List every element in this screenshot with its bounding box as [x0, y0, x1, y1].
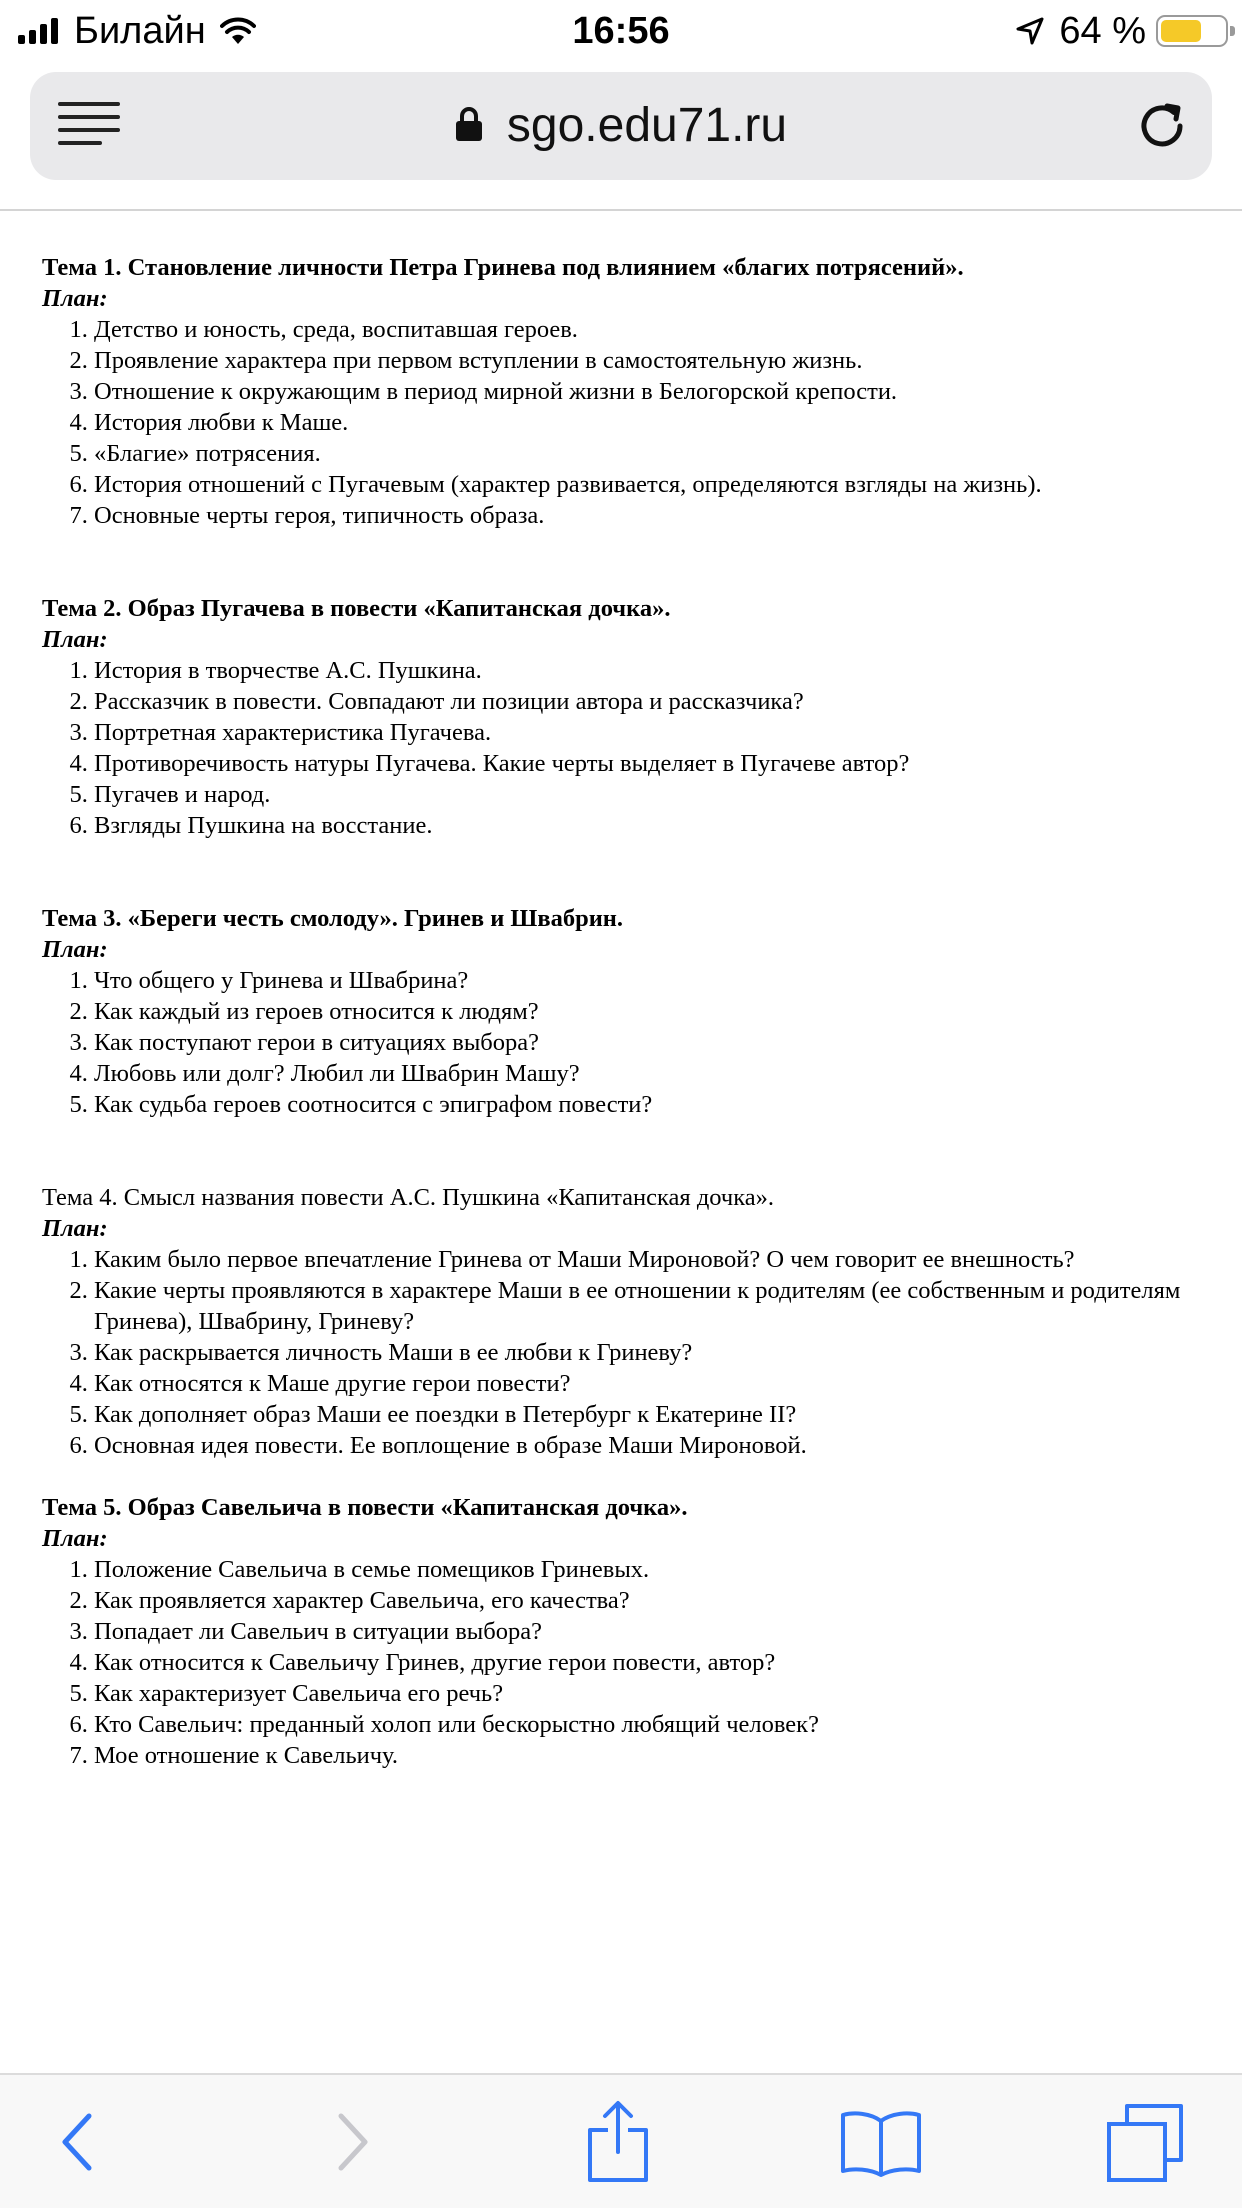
list-item: 1. Положение Савельича в семье помещиков Гриневых.: [94, 1554, 1222, 1585]
share-icon: [586, 2100, 650, 2184]
tabs-icon: [1105, 2102, 1185, 2182]
plan-label: План:: [42, 936, 108, 963]
list-item: 2. Как проявляется характер Савельича, его качества?: [94, 1585, 1222, 1616]
url-text: sgo.edu71.ru: [506, 99, 788, 152]
lock-icon: [455, 106, 483, 142]
topic-section: [42, 1182, 1222, 1461]
list-item: 4. Противоречивость натуры Пугачева. Какие черты выделяет в Пугачеве автор?: [94, 748, 1222, 779]
carrier-name: Билайн: [74, 9, 206, 52]
list-item: 2. Проявление характера при первом вступлении в самостоятельную жизнь.: [94, 345, 1222, 376]
divider: [0, 209, 1242, 211]
list-item: 4. Любовь или долг? Любил ли Швабрин Машу?: [94, 1058, 1222, 1089]
list-item: 4. История любви к Маше.: [94, 407, 1222, 438]
list-item: 7. Мое отношение к Савельичу.: [94, 1740, 1222, 1771]
forward-icon: [333, 2110, 373, 2174]
plan-list: [42, 655, 1222, 841]
list-item: 6. История отношений с Пугачевым (характер развивается, определяются взгляды на жизнь).: [94, 469, 1222, 500]
topic-title: Тема 5. Образ Савельича в повести «Капитанская дочка».: [42, 1494, 688, 1521]
list-item: 6. Основная идея повести. Ее воплощение в образе Маши Мироновой.: [94, 1430, 1222, 1461]
location-arrow-icon: [1015, 16, 1045, 46]
list-item: 1. Каким было первое впечатление Гринева от Маши Мироновой? О чем говорит ее внешность?: [94, 1244, 1222, 1275]
topic-title: Тема 3. «Береги честь смолоду». Гринев и Швабрин.: [42, 905, 624, 932]
plan-label: План:: [42, 285, 108, 312]
list-item: 3. Отношение к окружающим в период мирной жизни в Белогорской крепости.: [94, 376, 1222, 407]
back-icon: [57, 2110, 97, 2174]
list-item: 2. Рассказчик в повести. Совпадают ли позиции автора и рассказчика?: [94, 686, 1222, 717]
url-display[interactable]: [30, 72, 1212, 180]
battery-icon: [1156, 15, 1228, 47]
list-item: 2. Как каждый из героев относится к людям?: [94, 996, 1222, 1027]
tabs-button[interactable]: [1100, 2097, 1190, 2187]
status-bar: [0, 0, 1242, 62]
plan-label: План:: [42, 1215, 108, 1242]
list-item: 2. Какие черты проявляются в характере Маши в ее отношении к родителям (ее собственным и родителям Гринева), Швабрину, Гриневу?: [94, 1275, 1222, 1337]
list-item: 5. Как судьба героев соотносится с эпиграфом повести?: [94, 1089, 1222, 1120]
topic-section: [42, 252, 1222, 531]
list-item: 1. История в творчестве А.С. Пушкина.: [94, 655, 1222, 686]
list-item: 6. Кто Савельич: преданный холоп или бескорыстно любящий человек?: [94, 1709, 1222, 1740]
plan-list: [42, 965, 1222, 1120]
list-item: 1. Детство и юность, среда, воспитавшая героев.: [94, 314, 1222, 345]
document-content: [42, 252, 1222, 1771]
list-item: 3. Портретная характеристика Пугачева.: [94, 717, 1222, 748]
list-item: 5. Как характеризует Савельича его речь?: [94, 1678, 1222, 1709]
list-item: 3. Как раскрывается личность Маши в ее любви к Гриневу?: [94, 1337, 1222, 1368]
list-item: 5. «Благие» потрясения.: [94, 438, 1222, 469]
back-button[interactable]: [32, 2097, 122, 2187]
plan-list: [42, 1244, 1222, 1461]
topic-section: [42, 903, 1222, 1120]
plan-list: [42, 314, 1222, 531]
reload-icon[interactable]: [1136, 100, 1188, 152]
address-bar[interactable]: [30, 72, 1212, 180]
list-item: 3. Попадает ли Савельич в ситуации выбора?: [94, 1616, 1222, 1647]
forward-button[interactable]: [308, 2097, 398, 2187]
clock: 16:56: [572, 10, 670, 52]
list-item: 1. Что общего у Гринева и Швабрина?: [94, 965, 1222, 996]
list-item: 5. Пугачев и народ.: [94, 779, 1222, 810]
topic-title: Тема 1. Становление личности Петра Гринева под влиянием «благих потрясений».: [42, 254, 964, 281]
plan-label: План:: [42, 1525, 108, 1552]
battery-level: [1161, 20, 1201, 42]
topic-title: Тема 2. Образ Пугачева в повести «Капитанская дочка».: [42, 595, 671, 622]
battery-percent: 64 %: [1059, 9, 1146, 52]
list-item: 4. Как относятся к Маше другие герои повести?: [94, 1368, 1222, 1399]
topic-title: Тема 4. Смысл названия повести А.С. Пушкина «Капитанская дочка».: [42, 1184, 774, 1211]
bookmarks-icon: [840, 2107, 922, 2177]
list-item: 3. Как поступают герои в ситуациях выбора?: [94, 1027, 1222, 1058]
browser-toolbar: [0, 2073, 1242, 2208]
bookmarks-button[interactable]: [836, 2097, 926, 2187]
plan-label: План:: [42, 626, 108, 653]
plan-list: [42, 1554, 1222, 1771]
share-button[interactable]: [573, 2097, 663, 2187]
list-item: 5. Как дополняет образ Маши ее поездки в Петербург к Екатерине II?: [94, 1399, 1222, 1430]
list-item: 7. Основные черты героя, типичность образа.: [94, 500, 1222, 531]
topic-section: [42, 1492, 1222, 1771]
list-item: 6. Взгляды Пушкина на восстание.: [94, 810, 1222, 841]
list-item: 4. Как относится к Савельичу Гринев, другие герои повести, автор?: [94, 1647, 1222, 1678]
topic-section: [42, 593, 1222, 841]
